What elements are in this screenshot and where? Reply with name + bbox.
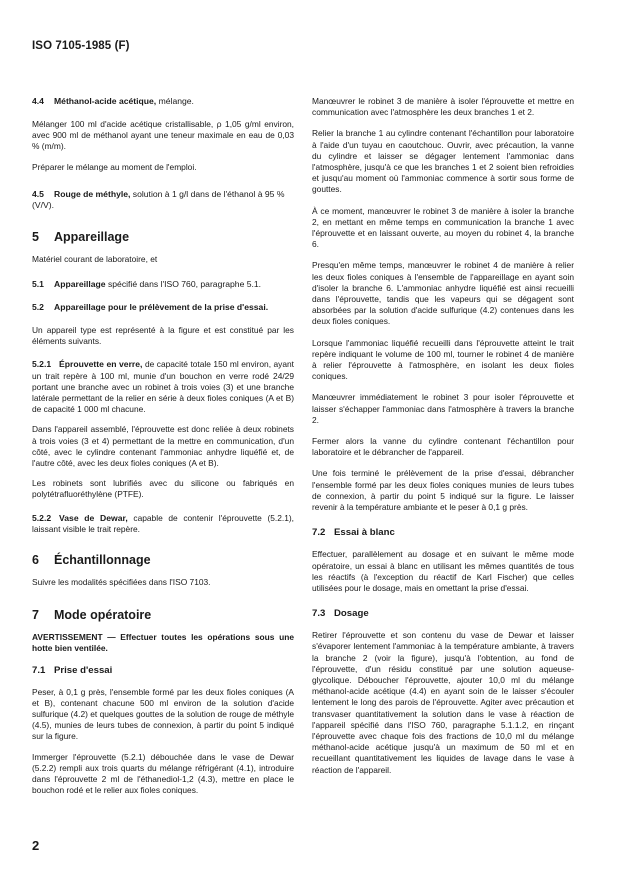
section-5-text: Matériel courant de laboratoire, et bbox=[32, 253, 158, 264]
warning-text: AVERTISSEMENT — Effectuer toutes les opérations sous une hotte bien ventilée. bbox=[32, 632, 294, 654]
document-header: ISO 7105-1985 (F) bbox=[32, 40, 130, 52]
section-7-2-heading: 7.2 Essai à blanc bbox=[312, 527, 395, 539]
section-7-1-text-1: Peser, à 0,1 g près, l'ensemble formé par les deux fioles coniques (A et B), contenant chacune 500 ml environ de la solution d'acide sulfurique (4.2) et quelques gouttes de la solution de rouge de méthyle (4.5), munies de leurs tubes de connexion, à partir du point 5 indiqué sur la figure. bbox=[32, 686, 294, 742]
section-7-heading: 7 Mode opératoire bbox=[32, 608, 152, 623]
right-text-8: Une fois terminé le prélèvement de la prise d'essai, débrancher l'ensemble formé par les deux fioles coniques munies de leurs tubes de connexion, à partir du point 5 indiqué sur la figure. Le laisser revenir à la température ambiante et le peser à 0,1 g près. bbox=[312, 468, 574, 513]
section-7-2-text: Effectuer, parallèlement au dosage et en suivant le même mode opératoire, un essai à blanc en utilisant les mêmes quantités de tous les réactifs (à l'exception du réactif de Karl Fischer) que celles utilisées pour le dosage, mais en omettant la prise d'essai. bbox=[312, 549, 574, 593]
section-4-4-text-2: Préparer le mélange au moment de l'emploi. bbox=[32, 161, 197, 172]
section-4-4-text-1: Mélanger 100 ml d'acide acétique cristallisable, ρ 1,05 g/ml environ, avec 900 ml de méthanol ayant une teneur maximale en eau de 0,03 % (m/m). bbox=[32, 119, 294, 152]
right-column bbox=[312, 96, 574, 776]
right-text-5: Lorsque l'ammoniac liquéfié recueilli dans l'éprouvette atteint le trait repère indiquant le volume de 100 ml, tourner le robinet 4 de manière à relier l'éprouvette à l'atmosphère, en isolant les deux fioles coniques. bbox=[312, 337, 574, 382]
right-text-2: Relier la branche 1 au cylindre contenant l'échantillon pour laboratoire à l'aide d'un tuyau en caoutchouc. Ouvrir, avec précaution, la vanne du cylindre et laisser se dégager lentement l'ammoniac dans l'atmosphère, jusqu'à ce que les branches 1 et 2 soient bien refroidies et jusqu'au moment où l'ammoniac commence à sortir sous forme de gouttes. bbox=[312, 128, 574, 195]
section-5-2-1-text-3: Les robinets sont lubrifiés avec du silicone ou fabriqués en polytétrafluoréthylène (PTFE). bbox=[32, 478, 294, 500]
section-5-heading: 5 Appareillage bbox=[32, 229, 130, 244]
left-column bbox=[32, 96, 294, 797]
section-7-1-heading: 7.1 Prise d'essai bbox=[32, 664, 113, 676]
section-5-2-2-paragraph: 5.2.2 Vase de Dewar, capable de contenir l'éprouvette (5.2.1), laissant visible le trait repère. bbox=[32, 512, 294, 534]
section-5-2-heading: 5.2 Appareillage pour le prélèvement de la prise d'essai. bbox=[32, 302, 269, 313]
section-6-heading: 6 Échantillonnage bbox=[32, 553, 151, 568]
section-5-2-1-paragraph: 5.2.1 Éprouvette en verre, de capacité totale 150 ml environ, ayant un trait repère à 100 ml, munie d'un bouchon en verre rodé 24/29 portant une branche avec un robinet à trois voies (3) et une branche latérale permettant de la relier en série à deux fioles coniques (A et B) de capacité 1 000 ml chacune. bbox=[32, 359, 294, 415]
section-6-text: Suivre les modalités spécifiées dans l'ISO 7103. bbox=[32, 577, 211, 588]
section-7-3-heading: 7.3 Dosage bbox=[312, 608, 369, 620]
section-5-1-heading: 5.1 Appareillage spécifié dans l'ISO 760, paragraphe 5.1. bbox=[32, 279, 262, 290]
section-7-3-text: Retirer l'éprouvette et son contenu du vase de Dewar et laisser s'évaporer lentement l'ammoniac à la température ambiante, à travers la branche 2 (voir la figure), jusqu'à l'obtention, au fond de l'éprouvette, d'un résidu constitué par une solution aqueuse-glycolique. Déboucher l'éprouvette, ajouter 10,0 ml du mélange méthanol-acide acétique (4.4) en ayant soin de le laisser s'écouler lentement le long des parois de l'éprouvette. Agiter avec précaution et transvaser quantitativement la solution dans le vase à réaction de l'appareil spécifié dans l'ISO 760, paragraphe 5.1.1.2, en rinçant l'éprouvette avec chaque fois des fractions de 10,0 ml du mélange méthanol-acide acétique jusqu'à un maximum de 50 ml et en recueillant quantitativement les liquides de lavage dans le vase à réaction de l'appareil. bbox=[312, 630, 574, 775]
right-text-1: Manœuvrer le robinet 3 de manière à isoler l'éprouvette et mettre en communication avec l'atmosphère les deux branches 1 et 2. bbox=[312, 96, 574, 118]
right-text-3: À ce moment, manœuvrer le robinet 3 de manière à isoler la branche 2, en mettant en même temps en communication la branche 1 avec l'éprouvette et en laissant ouverte, au moyen du robinet 4, la branche 6. bbox=[312, 205, 574, 250]
right-text-4: Presqu'en même temps, manœuvrer le robinet 4 de manière à relier les deux fioles coniques à l'ensemble de l'appareillage en ayant soin d'isoler la branche 6. L'ammoniac anhydre liquéfié est ainsi recueilli dans l'éprouvette, tandis que les vapeurs qui se dégagent sont absorbées par la solution d'acide sulfurique (4.2) contenues dans les deux fioles coniques. bbox=[312, 260, 574, 327]
section-5-2-text: Un appareil type est représenté à la figure et est constitué par les éléments suivants. bbox=[32, 325, 294, 347]
section-4-5-heading: 4.5 Rouge de méthyle, solution à 1 g/l dans de l'éthanol à 95 % (V/V). bbox=[32, 188, 285, 210]
section-4-4-heading: 4.4 Méthanol-acide acétique, mélange. bbox=[32, 96, 194, 106]
page-number: 2 bbox=[32, 838, 40, 853]
right-text-7: Fermer alors la vanne du cylindre contenant l'échantillon pour laboratoire et le débrancher de l'appareil. bbox=[312, 436, 574, 458]
section-7-1-text-2: Immerger l'éprouvette (5.2.1) débouchée dans le vase de Dewar (5.2.2) rempli aux trois quarts du mélange réfrigérant (4.1), introduire dans l'éprouvette 2 ml de l'éthanediol-1,2 (4.3), mettre en place le bouchon rodé et le relier aux fioles coniques. bbox=[32, 751, 294, 796]
section-5-2-1-text-2: Dans l'appareil assemblé, l'éprouvette est donc reliée à deux robinets à trois voies (3 et 4) permettant de la mettre en communication, d'un côté, avec le cylindre contenant l'ammoniac anhydre liquéfié et, de l'autre côté, avec les deux fioles coniques (A et B). bbox=[32, 424, 294, 469]
right-text-6: Manœuvrer immédiatement le robinet 3 pour isoler l'éprouvette et laisser s'échapper l'ammoniac dans l'atmosphère à travers la branche 2. bbox=[312, 392, 574, 425]
